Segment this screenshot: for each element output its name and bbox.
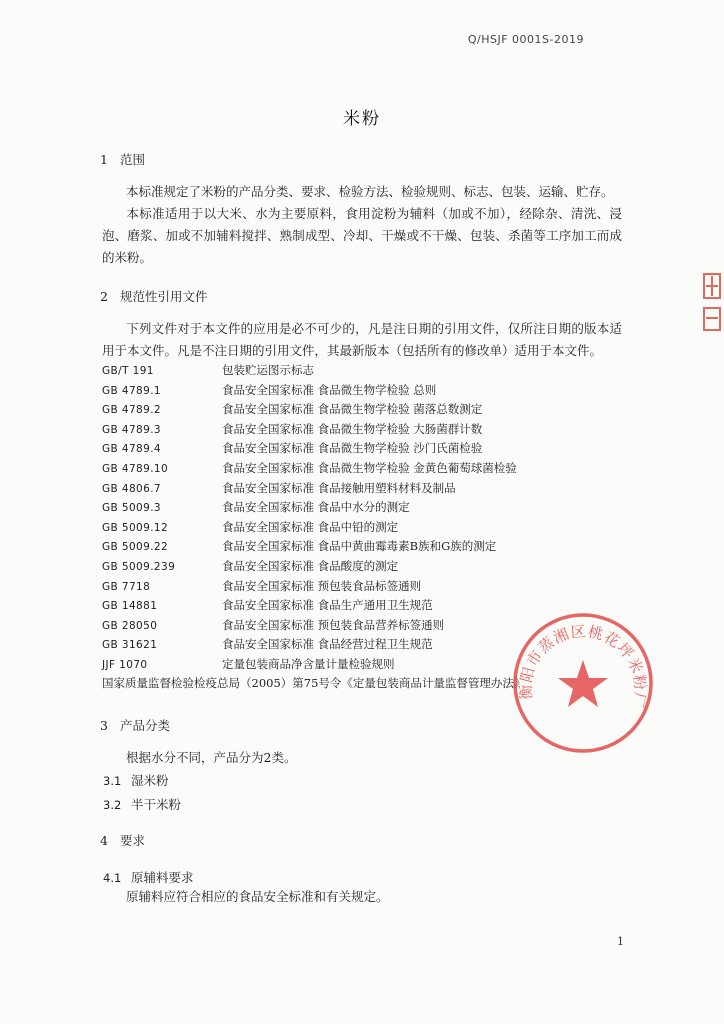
reference-code: GB 4789.10 xyxy=(102,462,169,475)
references-intro-text: 下列文件对于本文件的应用是必不可少的，凡是注日期的引用文件，仅所注日期的版本适用于本文件。凡是不注日期的引用文件，其最新版本（包括所有的修改单）适用于本文件。 xyxy=(102,321,622,358)
reference-name: 定量包装商品净含量计量检验规则 xyxy=(222,656,395,671)
section-title: 规范性引用文件 xyxy=(120,289,208,304)
scope-text-2: 本标准适用于以大米、水为主要原料，食用淀粉为辅料（加或不加），经除杂、清洗、浸泡、磨浆、加或不加辅料搅拌、熟制成型、冷却、干燥或不干燥、包装、杀菌等工序加工而成的米粉。 xyxy=(102,206,622,265)
star-icon xyxy=(558,660,608,707)
page-title: 米粉 xyxy=(343,109,381,129)
reference-code: JJF 1070 xyxy=(102,658,148,671)
section-title: 产品分类 xyxy=(120,718,171,733)
classification-item xyxy=(103,771,169,789)
references-intro xyxy=(102,318,622,362)
reference-row xyxy=(102,381,622,401)
requirements-text: 原辅料应符合相应的食品安全标准和有关规定。 xyxy=(126,889,389,904)
subsection-title: 原辅料要求 xyxy=(131,870,194,885)
section-number: 2 xyxy=(100,289,108,304)
reference-name: 食品安全国家标准 预包装食品标签通则 xyxy=(222,578,422,593)
reference-name: 食品安全国家标准 食品微生物学检验 沙门氏菌检验 xyxy=(222,441,483,456)
reference-name: 食品安全国家标准 预包装食品营养标签通则 xyxy=(222,617,445,632)
reference-name: 食品安全国家标准 食品微生物学检验 菌落总数测定 xyxy=(222,402,483,417)
scope-paragraph-1 xyxy=(102,181,622,203)
reference-name: 食品安全国家标准 食品微生物学检验 大肠菌群计数 xyxy=(222,421,483,436)
reference-code: GB 4789.2 xyxy=(102,404,162,417)
reference-code: GB 4789.1 xyxy=(102,384,162,397)
reference-name: 食品安全国家标准 食品接触用塑料材料及制品 xyxy=(222,480,456,495)
section-number: 4 xyxy=(100,833,108,848)
page-edge-mark xyxy=(700,268,724,338)
page-number: 1 xyxy=(617,935,624,948)
reference-code: GB/T 191 xyxy=(102,365,154,377)
reference-code: GB 5009.3 xyxy=(102,502,162,515)
reference-code: GB 5009.239 xyxy=(102,560,176,573)
document-number: Q/HSJF 0001S-2019 xyxy=(467,33,584,46)
reference-row xyxy=(102,518,622,538)
reference-name: 食品安全国家标准 食品微生物学检验 金黄色葡萄球菌检验 xyxy=(222,460,517,475)
reference-name: 食品安全国家标准 食品微生物学检验 总则 xyxy=(222,382,437,397)
reference-name: 食品安全国家标准 食品生产通用卫生规范 xyxy=(222,598,433,613)
reference-code: GB 4789.3 xyxy=(102,423,162,436)
reference-name: 包装贮运图示标志 xyxy=(222,363,314,377)
reference-row xyxy=(102,537,622,557)
reference-code: GB 14881 xyxy=(102,600,158,613)
reference-name: 食品安全国家标准 食品经营过程卫生规范 xyxy=(222,637,433,652)
section-3-heading xyxy=(100,716,170,734)
reference-row xyxy=(102,361,622,381)
reference-name: 食品安全国家标准 食品中水分的测定 xyxy=(222,500,410,515)
reference-row xyxy=(102,400,622,420)
reference-row xyxy=(102,420,622,440)
reference-row xyxy=(102,439,622,459)
section-title: 范围 xyxy=(120,152,146,167)
reference-code: GB 4789.4 xyxy=(102,443,162,456)
section-title: 要求 xyxy=(120,833,146,848)
item-number: 3.2 xyxy=(103,798,122,812)
reference-row xyxy=(102,557,622,577)
company-seal-stamp xyxy=(508,608,658,758)
reference-code: GB 31621 xyxy=(102,639,158,652)
reference-extra: 国家质量监督检验检疫总局（2005）第75号令《定量包装商品计量监督管理办法》 xyxy=(102,675,526,690)
item-text: 湿米粉 xyxy=(131,773,169,788)
reference-row xyxy=(102,459,622,479)
section-number: 1 xyxy=(100,152,108,167)
reference-code: GB 28050 xyxy=(102,619,158,632)
classification-intro-text: 根据水分不同，产品分为2类。 xyxy=(126,750,297,765)
scope-paragraph-2 xyxy=(102,203,622,269)
requirements-paragraph xyxy=(102,886,622,908)
item-text: 半干米粉 xyxy=(131,797,182,812)
subsection-4-1-heading xyxy=(103,868,194,886)
reference-name: 食品安全国家标准 食品中铅的测定 xyxy=(222,519,399,534)
reference-row xyxy=(102,577,622,597)
reference-code: GB 7718 xyxy=(102,580,151,593)
section-1-heading xyxy=(100,150,145,168)
seal-text: 衡阳市蒸湘区桃花坪米粉厂 xyxy=(516,622,650,711)
scope-text-1: 本标准规定了米粉的产品分类、要求、检验方法、检验规则、标志、包装、运输、贮存。 xyxy=(126,184,614,199)
item-number: 4.1 xyxy=(103,871,122,885)
section-2-heading xyxy=(100,287,208,305)
reference-row xyxy=(102,479,622,499)
reference-name: 食品安全国家标准 食品酸度的测定 xyxy=(222,558,399,573)
reference-code: GB 5009.22 xyxy=(102,541,169,554)
reference-code: GB 5009.12 xyxy=(102,521,169,534)
reference-row xyxy=(102,498,622,518)
classification-item xyxy=(103,795,181,813)
reference-code: GB 4806.7 xyxy=(102,482,162,495)
section-4-heading xyxy=(100,831,145,849)
item-number: 3.1 xyxy=(103,774,122,788)
reference-name: 食品安全国家标准 食品中黄曲霉毒素B族和G族的测定 xyxy=(222,539,497,554)
section-number: 3 xyxy=(100,718,108,733)
